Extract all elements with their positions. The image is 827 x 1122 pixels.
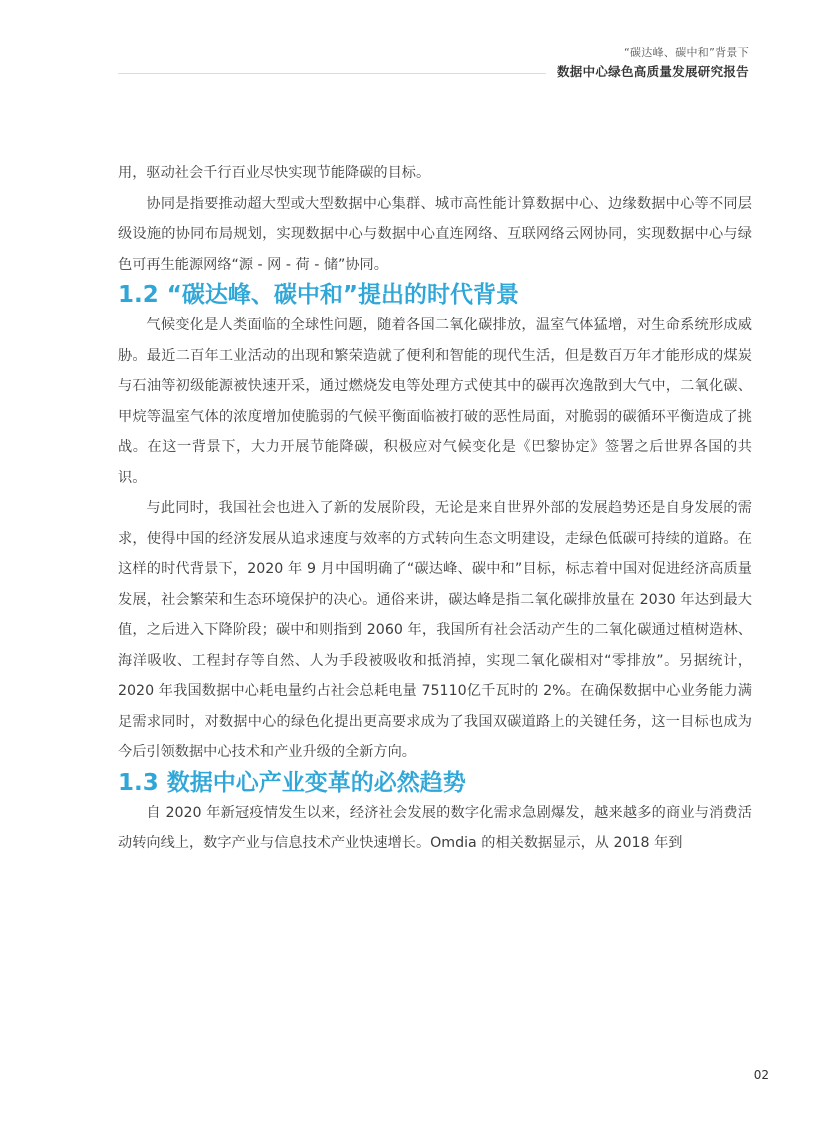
header-divider <box>118 73 546 74</box>
paragraph-development-stage: 与此同时，我国社会也进入了新的发展阶段，无论是来自世界外部的发展趋势还是自身发展的需求，使得中国的经济发展从追求速度与效率的方式转向生态文明建设，走绿色低碳可持续的道路。在这样的时代背景下，2020 年 9 月中国明确了“碳达峰、碳中和”目标，标志着中国对促进经济高质量发展，社会繁荣和生态环境保护的决心。通俗来讲，碳达峰是指二氧化碳排放量在 2030 年达到最大值，之后进入下降阶段；碳中和则指到 2060 年，我国所有社会活动产生的二氧化碳通过植树造林、海洋吸收、工程封存等自然、人为手段被吸收和抵消掉，实现二氧化碳相对“零排放”。另据统计，2020 年我国数据中心耗电量约占社会总耗电量 75110亿千瓦时的 2%。在确保数据中心业务能力满足需求同时，对数据中心的绿色化提出更高要求成为了我国双碳道路上的关键任务，这一目标也成为今后引领数据中心技术和产业升级的全新方向。 <box>118 500 752 760</box>
section-heading-1-3: 1.3 数据中心产业变革的必然趋势 <box>118 769 466 796</box>
paragraph-industry-trend: 自 2020 年新冠疫情发生以来，经济社会发展的数字化需求急剧爆发，越来越多的商业与消费活动转向线上，数字产业与信息技术产业快速增长。Omdia 的相关数据显示，从 2018 年到 <box>118 804 752 851</box>
paragraph-climate-change: 气候变化是人类面临的全球性问题，随着各国二氧化碳排放，温室气体猛增，对生命系统形成威胁。最近二百年工业活动的出现和繁荣造就了便利和智能的现代生活，但是数百万年才能形成的煤炭与石油等初级能源被快速开采，通过燃烧发电等处理方式使其中的碳再次逸散到大气中，二氧化碳、甲烷等温室气体的浓度增加使脆弱的气候平衡面临被打破的恶性局面，对脆弱的碳循环平衡造成了挑战。在这一背景下，大力开展节能降碳，积极应对气候变化是《巴黎协定》签署之后世界各国的共识。 <box>118 317 752 486</box>
header-subtitle: “碳达峰、碳中和”背景下 <box>624 46 749 59</box>
paragraph-collaboration: 协同是指要推动超大型或大型数据中心集群、城市高性能计算数据中心、边缘数据中心等不同层级设施的协同布局规划，实现数据中心与数据中心直连网络、互联网络云网协同，实现数据中心与绿色可再生能源网络“源 - 网 - 荷 - 储”协同。 <box>118 195 752 273</box>
section-heading-1-2: 1.2 “碳达峰、碳中和”提出的时代背景 <box>118 282 519 308</box>
page-number: 02 <box>753 1068 769 1082</box>
document-body <box>118 158 752 859</box>
header-title: 数据中心绿色高质量发展研究报告 <box>556 64 749 79</box>
page-header <box>0 0 827 90</box>
paragraph-continuation: 用，驱动社会千行百业尽快实现节能降碳的目标。 <box>118 165 431 181</box>
